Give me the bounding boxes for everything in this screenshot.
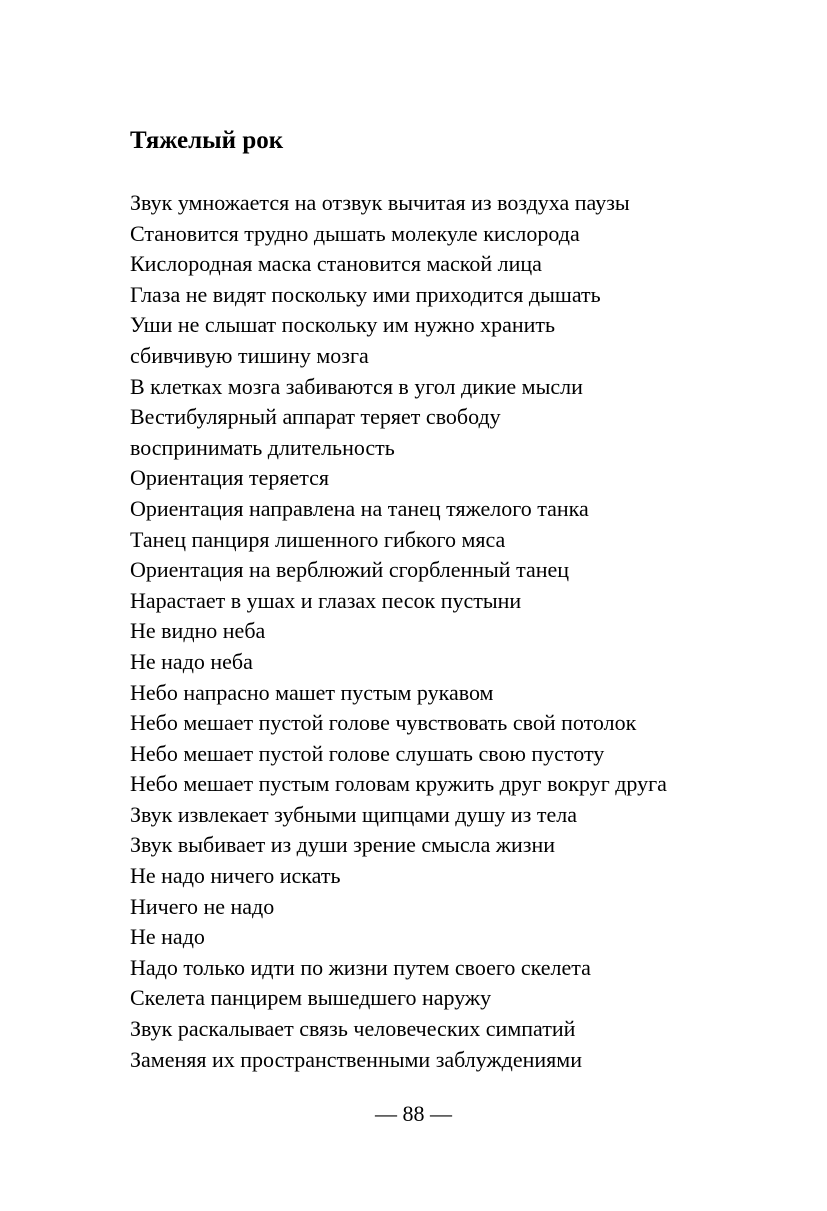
poem-line: В клетках мозга забиваются в угол дикие мысли — [130, 373, 583, 399]
poem-line: Глаза не видят поскольку ими приходится дышать — [130, 281, 601, 307]
poem-line: Ничего не надо — [130, 893, 275, 919]
poem-line: Не надо неба — [130, 648, 253, 674]
poem-line: Звук выбивает из души зрение смысла жизни — [130, 832, 556, 858]
poem-line: Ориентация теряется — [130, 465, 330, 491]
poem-line: Звук умножается на отзвук вычитая из воздуха паузы — [130, 190, 630, 215]
poem-line: воспринимать длительность — [130, 434, 395, 460]
poem-line: Кислородная маска становится маской лица — [130, 251, 542, 277]
poem-line: Звук раскалывает связь человеческих симпатий — [130, 1016, 576, 1042]
poem-line: Не надо ничего искать — [130, 863, 341, 889]
poem-line: Небо мешает пустой голове слушать свою пустоту — [130, 740, 605, 766]
poem-line: Уши не слышат поскольку им нужно хранить — [130, 312, 556, 338]
poem-line: Скелета панцирем вышедшего наружу — [130, 985, 492, 1011]
poem-line: Звук извлекает зубными щипцами душу из тела — [130, 801, 577, 827]
poem-line: Небо мешает пустой голове чувствовать свой потолок — [130, 710, 637, 736]
poem-line: Надо только идти по жизни путем своего скелета — [130, 954, 591, 980]
poem-line: сбивчивую тишину мозга — [130, 342, 369, 368]
poem-line: Небо мешает пустым головам кружить друг вокруг друга — [130, 771, 667, 797]
poem-line: Ориентация направлена на танец тяжелого танка — [130, 495, 589, 521]
poem-line: Не надо — [130, 924, 205, 950]
poem-title: Тяжелый рок — [130, 127, 284, 154]
page-number: — 88 — — [375, 1101, 452, 1126]
poem-line: Заменяя их пространственными заблуждениями — [130, 1046, 582, 1072]
poem-body — [130, 188, 667, 1075]
poem-line: Небо напрасно машет пустым рукавом — [130, 679, 494, 705]
poem-line: Ориентация на верблюжий сгорбленный танец — [130, 557, 570, 583]
poem-line: Вестибулярный аппарат теряет свободу — [130, 404, 501, 430]
poem-line: Не видно неба — [130, 618, 266, 644]
poem-line: Танец панциря лишенного гибкого мяса — [130, 526, 506, 552]
poem-line: Нарастает в ушах и глазах песок пустыни — [130, 587, 522, 613]
poem-line: Становится трудно дышать молекуле кислорода — [130, 220, 580, 246]
